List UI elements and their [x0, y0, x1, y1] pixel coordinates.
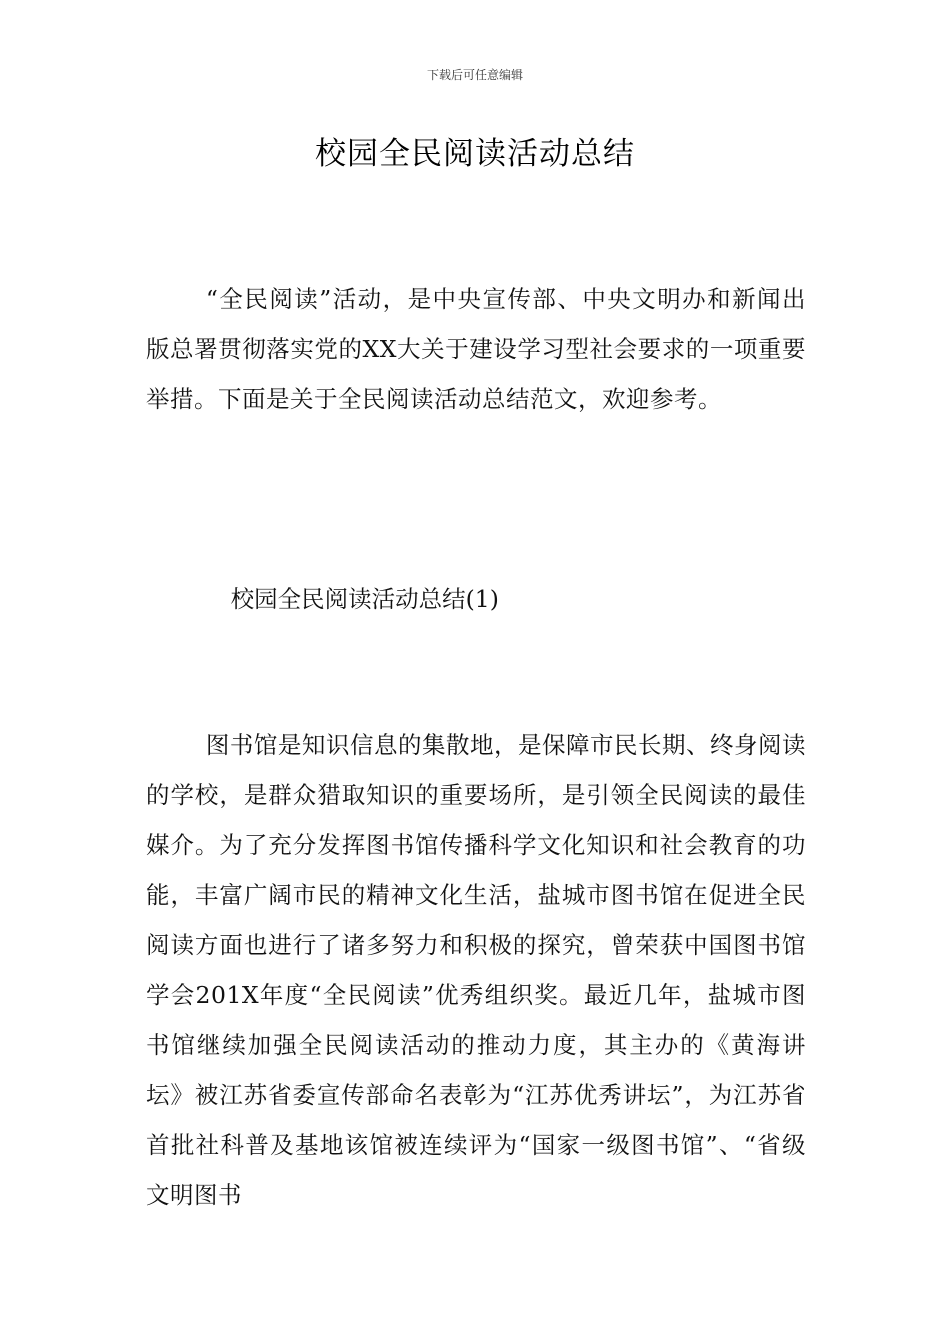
download-note: 下载后可任意编辑 — [426, 68, 523, 82]
main-paragraph: 图书馆是知识信息的集散地，是保障市民长期、终身阅读的学校，是群众猎取知识的重要场所，是引领全民阅读的最佳媒介。为了充分发挥图书馆传播科学文化知识和社会教育的功能，丰富广阔市民的精神文化生活，盐城市图书馆在促进全民阅读方面也进行了诸多努力和积极的探究，曾荣获中国图书馆学会201X年度“全民阅读”优秀组织奖。最近几年，盐城市图书馆继续加强全民阅读活动的推动力度，其主办的《黄海讲坛》被江苏省委宣传部命名表彰为“江苏优秀讲坛”，为江苏省首批社科普及基地该馆被连续评为“国家一级图书馆”、“省级文明图书 — [146, 731, 806, 1209]
document-title: 校园全民阅读活动总结 — [315, 136, 635, 172]
section-title: 校园全民阅读活动总结(1) — [230, 585, 499, 613]
intro-paragraph: “全民阅读”活动，是中央宣传部、中央文明办和新闻出版总署贯彻落实党的XX大关于建设学习型社会要求的一项重要举措。下面是关于全民阅读活动总结范文，欢迎参考。 — [146, 285, 806, 413]
